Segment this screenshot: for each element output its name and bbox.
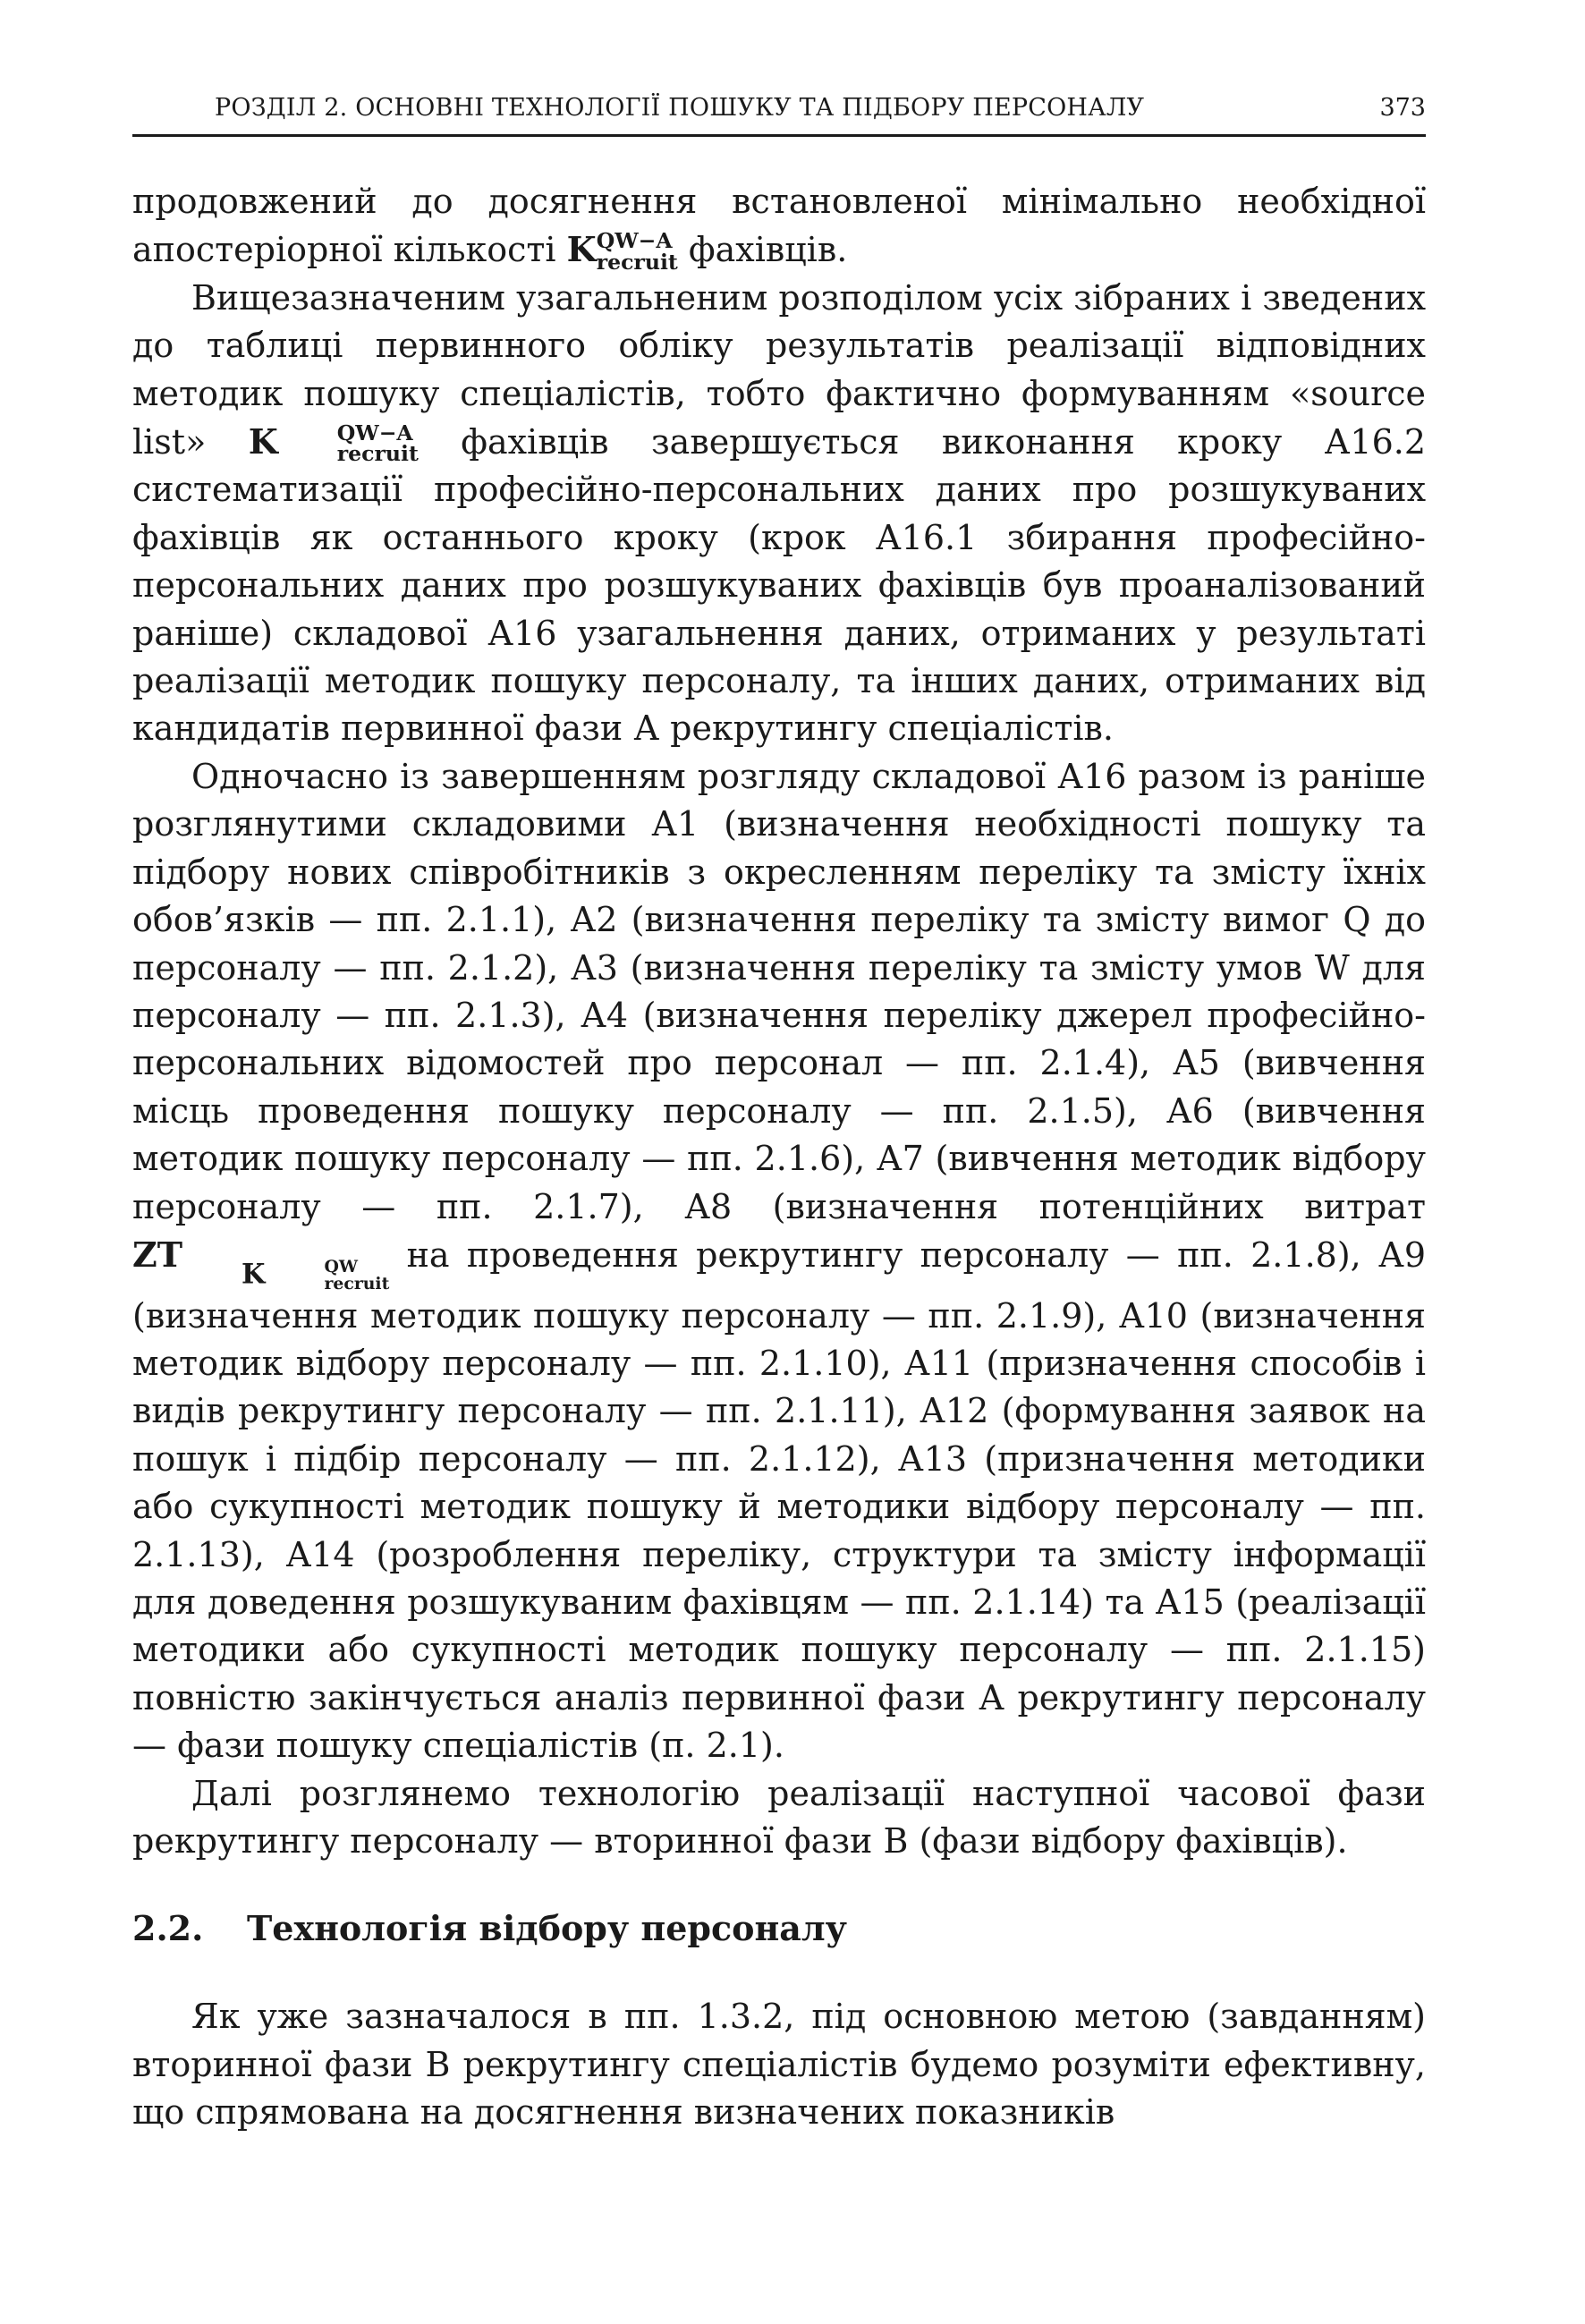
formula-zt-base: ZT: [132, 1234, 183, 1275]
formula-k-base-2: K: [248, 421, 278, 462]
formula-k-indices: [596, 228, 678, 275]
formula-zt-sub-indices: [265, 1256, 390, 1293]
formula-k-sup-2: QW−A: [336, 420, 413, 445]
running-title: РОЗДІЛ 2. ОСНОВНІ ТЕХНОЛОГІЇ ПОШУКУ ТА ПІДБОРУ ПЕРСОНАЛУ: [215, 94, 1145, 122]
paragraph-2: [132, 275, 1426, 753]
formula-zt-sub-sup: QW: [324, 1256, 358, 1277]
paragraph-4: Далі розглянемо технологію реалізації наступної часової фази рекрутингу персоналу — вторинної фази В (фази відбору фахівців).: [132, 1773, 1426, 1862]
formula-zt-sub-sub: recruit: [324, 1273, 390, 1293]
section-heading: [132, 1904, 1426, 1952]
formula-k-indices-2: [278, 420, 419, 467]
formula-k-recruit-2: [248, 420, 419, 467]
formula-k-recruit: [566, 228, 678, 275]
paragraph-3-text-b: на проведення рекрутингу персоналу — пп. 2.1.8), А9 (визначення методик пошуку персоналу — пп. 2.1.9), А10 (визначення методик відбору персоналу — пп. 2.1.10), А11 (призначення способів і видів рекрутингу персоналу — пп. 2.1.11), А12 (формування заявок на пошук і підбір персоналу — пп. 2.1.12), А13 (призначення методики або сукупності методик пошуку й методики відбору персоналу — пп. 2.1.13), А14 (розроблення переліку, структури та змісту інформації для доведення розшукуваним фахівцям — пп. 2.1.14) та А15 (реалізації методики або сукупності методик пошуку персоналу — пп. 2.1.15) повністю закінчується аналіз первинної фази А рекрутингу персоналу — фази пошуку спеціалістів (п. 2.1).: [132, 1234, 1426, 1766]
formula-k-sup: QW−A: [596, 228, 673, 254]
formula-k-sub-2: recruit: [336, 441, 419, 467]
paragraph-3: [132, 753, 1426, 1770]
paragraph-1: [132, 178, 1426, 275]
paragraph-1-text-a: продовжений до досягнення встановленої мінімально необхідної апостеріорної кількості: [132, 182, 1426, 270]
paragraph-2-text-a: Вищезазначеним узагальненим розподілом усіх зібраних і зведених до таблиці первинного обліку результатів реалізації відповідних методик пошуку спеціалістів, тобто фактично формуванням «source list»: [132, 277, 1426, 462]
paragraph-2-text-b: фахівців завершується виконання кроку А16.2 систематизації професійно-персональних даних про розшукуваних фахівців як останнього кроку (крок А16.1 збирання професійно-персональних даних про розшукуваних фахівців був проаналізований раніше) складової А16 узагальнення даних, отриманих у результаті реалізації методик пошуку персоналу, та інших даних, отриманих від кандидатів первинної фази А рекрутингу спеціалістів.: [132, 422, 1427, 749]
running-head: [132, 82, 1426, 137]
page-number: 373: [1379, 94, 1426, 122]
body-text: [132, 178, 1426, 2137]
section-title: Технологія відбору персоналу: [247, 1908, 848, 1949]
paragraph-3-text-a: Одночасно із завершенням розгляду складової А16 разом із раніше розглянутими складовими А1 (визначення необхідності пошуку та підбору нових співробітників з окресленням переліку та змісту їхніх обов’язків — пп. 2.1.1), А2 (визначення переліку та змісту вимог Q до персоналу — пп. 2.1.2), А3 (визначення переліку та змісту умов W для персоналу — пп. 2.1.3), А4 (визначення переліку джерел професійно-персональних відомостей про персонал — пп. 2.1.4), А5 (вивчення місць проведення пошуку персоналу — пп. 2.1.5), А6 (вивчення методик пошуку персоналу — пп. 2.1.6), А7 (вивчення методик відбору персоналу — пп. 2.1.7), А8 (визначення потенційних витрат: [132, 756, 1426, 1226]
formula-k-sub: recruit: [596, 249, 678, 275]
formula-zt-sub: [182, 1256, 390, 1293]
formula-zt: [132, 1234, 390, 1293]
formula-k-base: K: [566, 229, 597, 270]
paragraph-5: Як уже зазначалося в пп. 1.3.2, під основною метою (завданням) вторинної фази В рекрутингу спеціалістів будемо розуміти ефективну, що спрямована на досягнення визначених показників: [132, 1997, 1426, 2133]
formula-zt-sub-k: K: [242, 1258, 266, 1291]
paragraph-1-text-b: фахівців.: [677, 230, 848, 270]
section-number: 2.2.: [132, 1908, 204, 1949]
page: [132, 82, 1426, 2137]
